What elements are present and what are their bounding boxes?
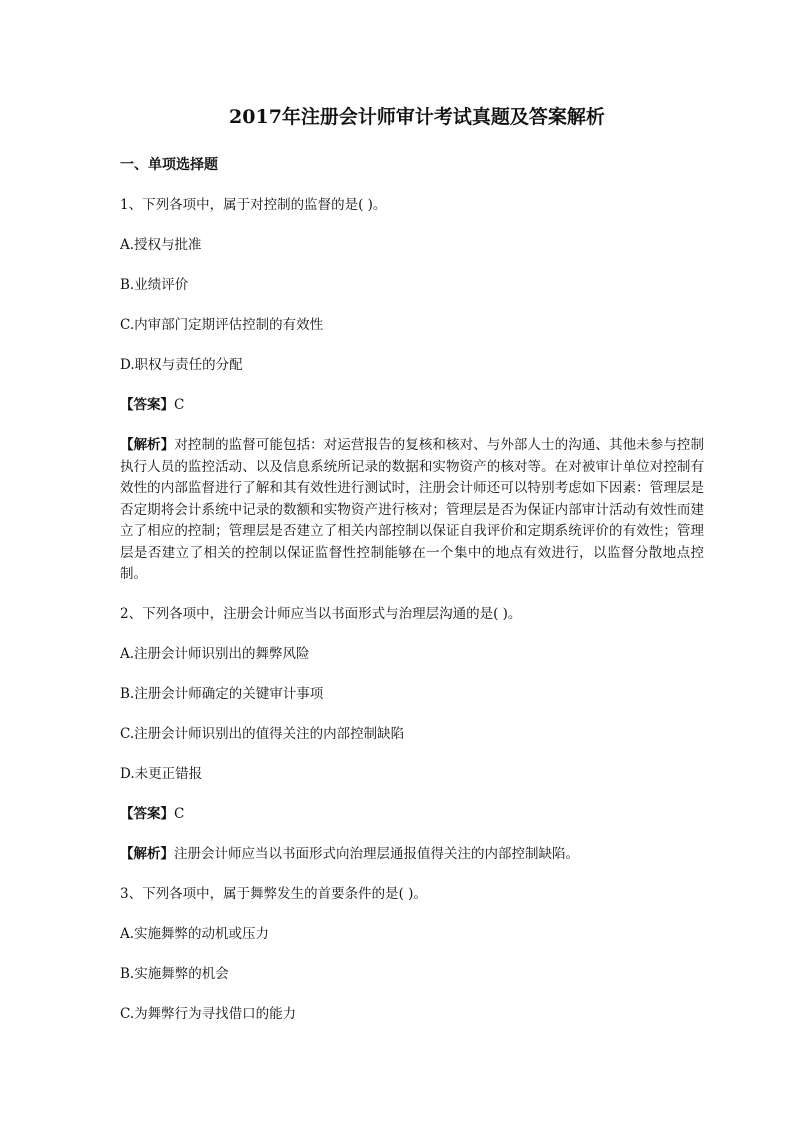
analysis-tag: 【解析】: [120, 437, 175, 453]
question-2-option-d: D.未更正错报: [120, 765, 203, 782]
question-1-stem: 1、下列各项中，属于对控制的监督的是( )。: [120, 197, 387, 213]
question-2-analysis: [120, 844, 704, 864]
question-3-option-a: A.实施舞弊的动机或压力: [120, 925, 270, 942]
question-2-option-c: C.注册会计师识别出的值得关注的内部控制缺陷: [120, 725, 405, 742]
analysis-text: 对控制的监督可能包括：对运营报告的复核和核对、与外部人士的沟通、其他未参与控制执行人员的监控活动、以及信息系统所记录的数据和实物资产的核对等。在对被审计单位对控制有效性的内部监督进行了解和其有效性进行测试时，注册会计师还可以特别考虑如下因素：管理层是否定期将会计系统中记录的数额和实物资产进行核对；管理层是否为保证内部审计活动有效性而建立了相应的控制；管理层是否建立了相关内部控制以保证自我评价和定期系统评价的有效性；管理层是否建立了相关的控制以保证监督性控制能够在一个集中的地点有效进行，以监督分散地点控制。: [120, 437, 705, 582]
question-1-option-b: B.业绩评价: [120, 277, 189, 293]
answer-tag: 【答案】: [120, 397, 174, 413]
document-title: 2017年注册会计师审计考试真题及答案解析: [229, 106, 605, 128]
question-1-option-c: C.内审部门定期评估控制的有效性: [120, 317, 324, 333]
question-2-stem: 2、下列各项中，注册会计师应当以书面形式与治理层沟通的是( )。: [120, 605, 522, 622]
question-3-stem: 3、下列各项中，属于舞弊发生的首要条件的是( )。: [120, 885, 427, 902]
answer-value: C: [174, 397, 185, 413]
question-1-option-a: A.授权与批准: [120, 237, 202, 253]
question-2-option-b: B.注册会计师确定的关键审计事项: [120, 685, 324, 702]
question-1-analysis: [120, 435, 704, 586]
question-1-option-d: D.职权与责任的分配: [120, 357, 243, 373]
question-2-answer: [120, 804, 704, 824]
question-2-option-a: A.注册会计师识别出的舞弊风险: [120, 645, 310, 662]
question-1-answer: [120, 395, 704, 415]
section-heading: 一、单项选择题: [120, 157, 218, 173]
answer-value: C: [174, 805, 185, 822]
analysis-tag: 【解析】: [120, 845, 174, 862]
question-3-option-c: C.为舞弊行为寻找借口的能力: [120, 1005, 297, 1022]
analysis-text: 注册会计师应当以书面形式向治理层通报值得关注的内部控制缺陷。: [174, 845, 579, 862]
answer-tag: 【答案】: [120, 805, 174, 822]
question-3-option-b: B.实施舞弊的机会: [120, 965, 229, 982]
